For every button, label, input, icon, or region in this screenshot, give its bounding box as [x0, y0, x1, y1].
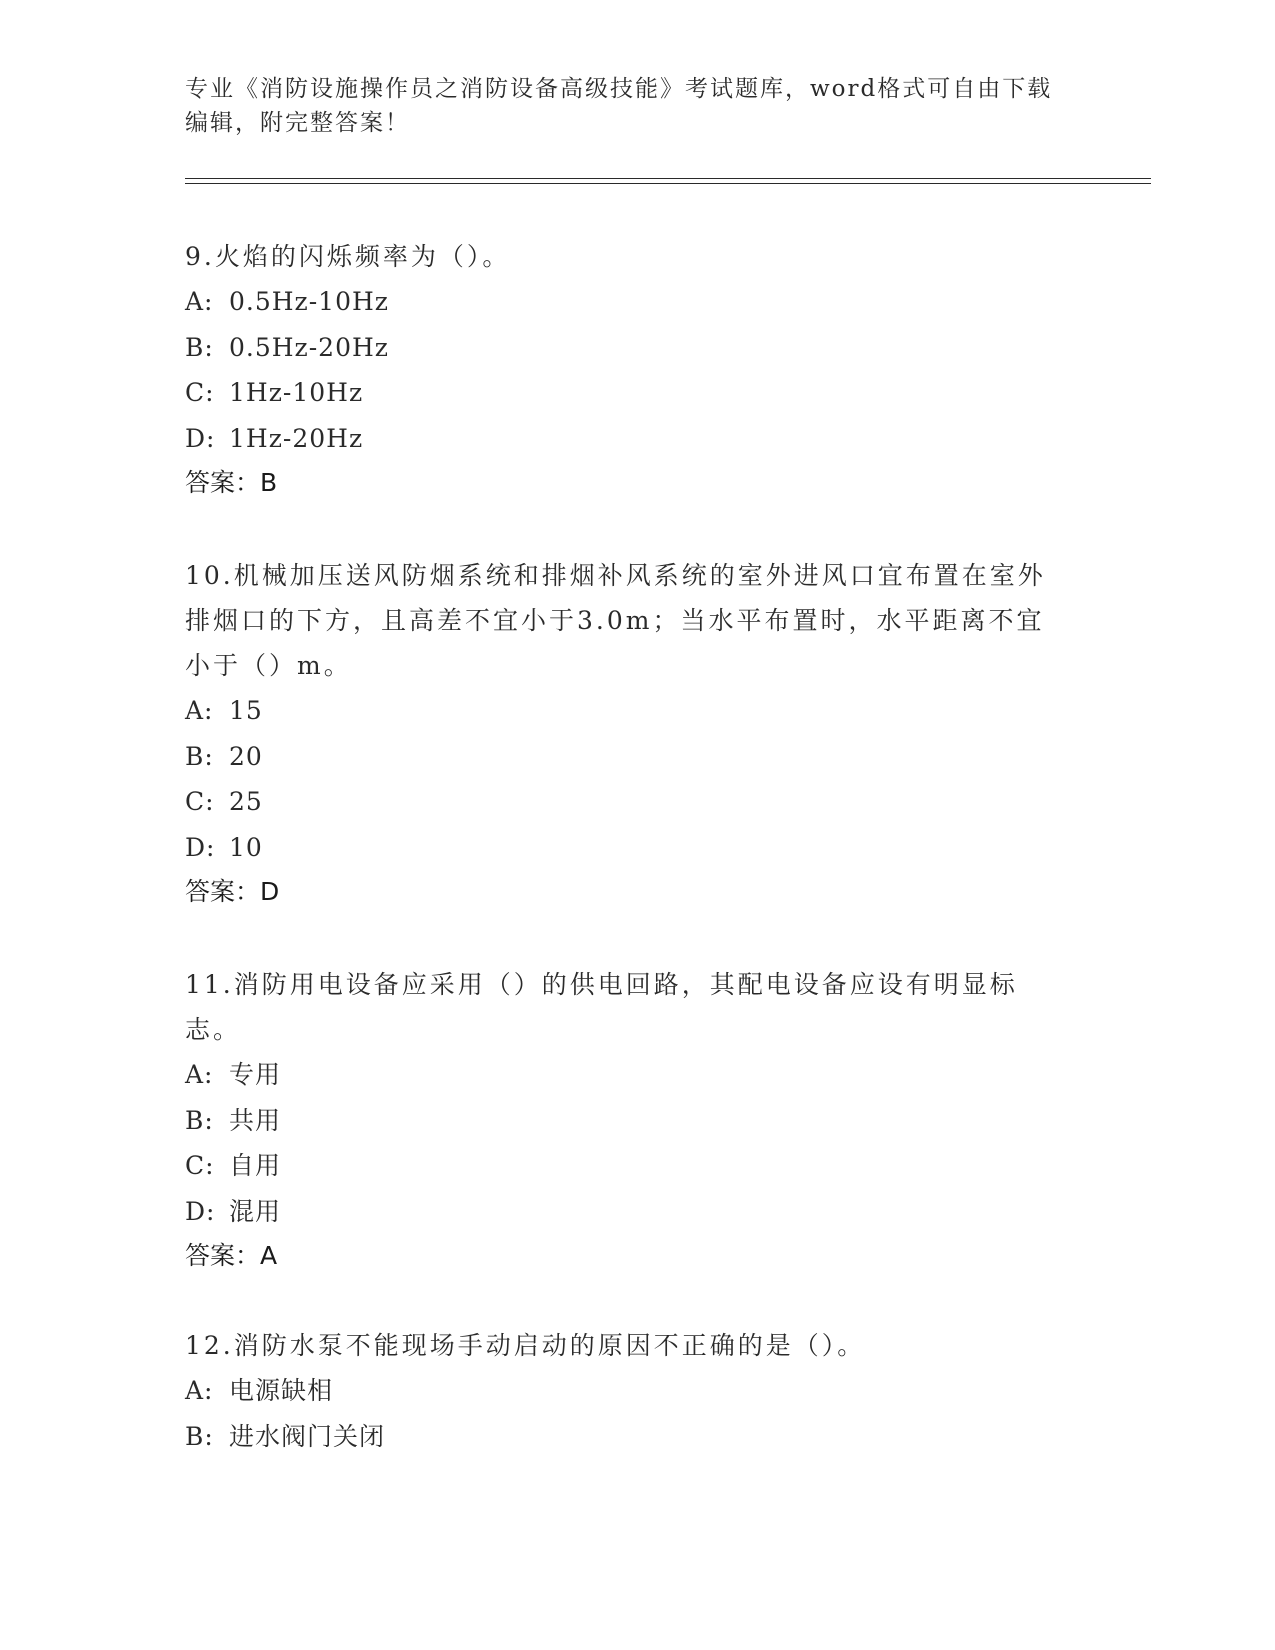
option-text: 1Hz-20Hz — [229, 423, 364, 453]
option-b — [185, 325, 1065, 371]
option-text: 0.5Hz-10Hz — [229, 287, 389, 316]
option-c — [185, 370, 1065, 416]
answer-key: 答案：D — [185, 877, 280, 906]
option-text: 20 — [229, 741, 263, 771]
option-text: 0.5Hz-20Hz — [229, 332, 389, 362]
option-text: 混用 — [229, 1196, 282, 1226]
option-letter: B: — [185, 1421, 214, 1451]
option-d — [185, 1189, 1065, 1235]
option-letter: D: — [185, 423, 216, 453]
option-b — [185, 734, 1065, 780]
option-a — [185, 688, 1065, 734]
option-text: 专用 — [229, 1060, 282, 1089]
option-letter: C: — [185, 787, 215, 816]
option-text: 10 — [229, 832, 263, 862]
option-text: 共用 — [229, 1105, 282, 1135]
answer-key: 答案：B — [185, 468, 278, 497]
question-stem: 9.火焰的闪烁频率为（）。 — [185, 242, 511, 271]
option-a — [185, 1368, 1065, 1414]
option-text: 25 — [229, 787, 263, 816]
option-text: 进水阀门关闭 — [229, 1421, 386, 1451]
option-c — [185, 779, 1065, 825]
option-b — [185, 1098, 1065, 1144]
option-letter: D: — [185, 1196, 216, 1226]
question-9 — [185, 234, 1065, 505]
option-c — [185, 1143, 1065, 1189]
question-10 — [185, 553, 1065, 914]
option-b — [185, 1414, 1065, 1460]
option-text: 15 — [229, 696, 263, 725]
question-stem: 12.消防水泵不能现场手动启动的原因不正确的是（）。 — [185, 1331, 866, 1360]
option-letter: A: — [185, 287, 214, 316]
option-letter: B: — [185, 332, 214, 362]
question-12 — [185, 1323, 1065, 1459]
option-letter: B: — [185, 741, 214, 771]
option-letter: C: — [185, 378, 215, 407]
option-letter: A: — [185, 696, 214, 725]
option-a — [185, 1052, 1065, 1098]
question-stem: 10.机械加压送风防烟系统和排烟补风系统的室外进风口宜布置在室外排烟口的下方，且高差不宜小于3.0m；当水平布置时，水平距离不宜小于（）m。 — [185, 561, 1046, 680]
option-text: 电源缺相 — [229, 1376, 334, 1405]
option-d — [185, 825, 1065, 871]
document-header — [185, 72, 1065, 140]
option-letter: D: — [185, 832, 216, 862]
option-a — [185, 279, 1065, 325]
option-letter: A: — [185, 1376, 214, 1405]
option-letter: A: — [185, 1060, 214, 1089]
option-text: 1Hz-10Hz — [229, 378, 364, 407]
option-letter: B: — [185, 1105, 214, 1135]
option-letter: C: — [185, 1151, 215, 1180]
header-divider-bottom — [185, 183, 1151, 184]
question-stem: 11.消防用电设备应采用（）的供电回路，其配电设备应设有明显标志。 — [185, 970, 1018, 1044]
option-text: 自用 — [229, 1151, 282, 1180]
option-d — [185, 416, 1065, 462]
answer-key: 答案：A — [185, 1241, 278, 1270]
header-divider-top — [185, 178, 1151, 179]
header-text: 专业《消防设施操作员之消防设备高级技能》考试题库，word格式可自由下载编辑，附完整答案！ — [185, 76, 1053, 136]
question-11 — [185, 962, 1065, 1278]
